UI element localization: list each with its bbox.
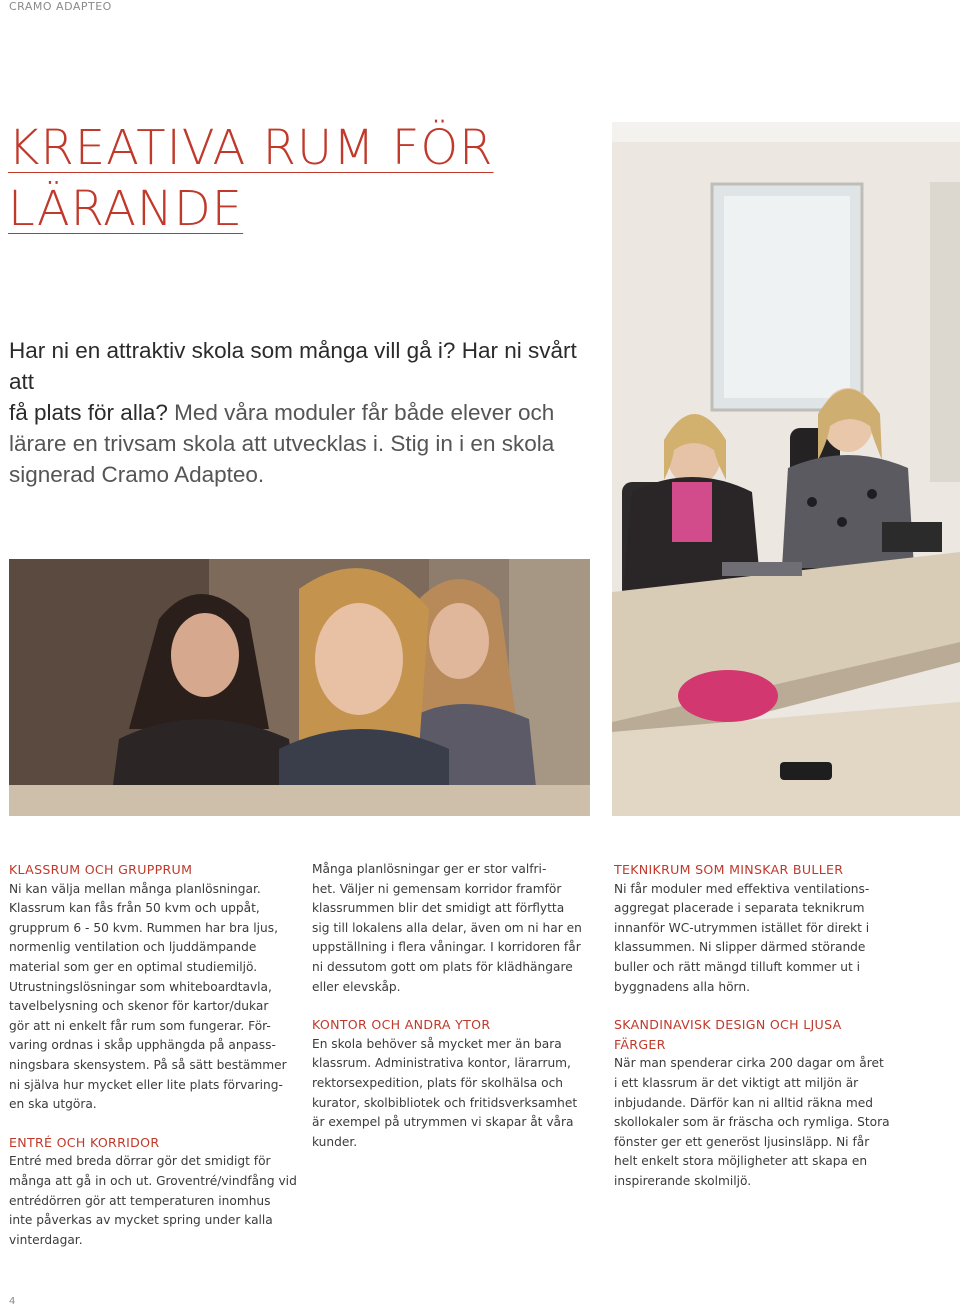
text-line: helt enkelt stora möjligheter att skapa en [614, 1154, 868, 1169]
text-line: innanför WC-utrymmen istället för direkt i [614, 920, 870, 935]
section-korridor-continued [312, 860, 602, 997]
text-line: fönster ger ett generöst ljusinsläpp. Ni får [614, 1134, 870, 1149]
text-line: grupprum 6 - 50 kvm. Rummen har bra ljus, [9, 920, 278, 935]
text-line: inte påverkas av mycket spring under kalla [9, 1213, 273, 1228]
lead-line-2a: få plats för alla? [9, 400, 168, 425]
text-line: varing ordnas i skåp upphängda på anpass- [9, 1038, 276, 1053]
text-line: klassrummen blir det smidigt att förflytta [312, 901, 565, 916]
text-line: entrédörren gör att temperaturen inomhus [9, 1193, 271, 1208]
text-line: Ni kan välja mellan många planlösningar. [9, 881, 261, 896]
text-line: ni själva hur mycket eller lite plats förvaring- [9, 1077, 283, 1092]
section-heading: KLASSRUM OCH GRUPPRUM [9, 862, 193, 877]
page-number: 4 [9, 1296, 16, 1307]
text-line: skollokaler som är fräscha och rymliga. Stora [614, 1115, 890, 1130]
section-heading: ENTRÉ OCH KORRIDOR [9, 1134, 160, 1150]
text-line: i ett klassrum är det viktigt att miljön är [614, 1075, 859, 1090]
title-line-1: KREATIVA RUM FÖR [8, 120, 494, 176]
text-line: tavelbelysning och skenor för kartor/dukar [9, 999, 269, 1014]
section-heading: TEKNIKRUM SOM MINSKAR BULLER [614, 862, 844, 877]
students-photo [9, 559, 590, 816]
text-line: eller elevskåp. [312, 979, 401, 994]
section-klassrum [9, 860, 299, 1115]
text-line: uppställning i flera våningar. I korridoren får [312, 940, 581, 955]
text-line: rektorsexpedition, plats för skolhälsa och [312, 1075, 564, 1090]
text-line: inbjudande. Därför kan ni alltid räkna med [614, 1095, 873, 1110]
text-line: byggnadens alla hörn. [614, 979, 750, 994]
lead-paragraph [9, 335, 599, 490]
text-line: många att gå in och ut. Groventré/vindfång vid [9, 1173, 297, 1188]
text-line: normenlig ventilation och ljuddämpande [9, 940, 257, 955]
text-line: het. Väljer ni gemensam korridor framför [312, 881, 562, 896]
text-line: en ska utgöra. [9, 1097, 97, 1112]
column-3 [614, 860, 904, 1210]
text-line: inspirerande skolmiljö. [614, 1173, 752, 1188]
page-title [8, 118, 608, 240]
text-line: aggregat placerade i separata teknikrum [614, 901, 865, 916]
section-heading-line-2: FÄRGER [614, 1036, 666, 1052]
text-line: gör att ni enkelt får rum som fungerar. För- [9, 1018, 271, 1033]
text-line: material som ger en optimal studiemiljö. [9, 959, 258, 974]
text-line: Ni får moduler med effektiva ventilations- [614, 881, 870, 896]
text-line: Entré med breda dörrar gör det smidigt för [9, 1154, 271, 1169]
section-body [9, 1152, 299, 1250]
text-line: En skola behöver så mycket mer än bara [312, 1036, 562, 1051]
lead-line-1: Har ni en attraktiv skola som många vill gå i? Har ni svårt att [9, 338, 577, 394]
text-line: kunder. [312, 1134, 358, 1149]
title-line-2: LÄRANDE [8, 181, 244, 237]
text-line: Många planlösningar ger er stor valfri- [312, 862, 547, 876]
text-line: ni dessutom gott om plats för klädhängare [312, 959, 573, 974]
column-2 [312, 860, 602, 1170]
section-body [614, 880, 904, 998]
lead-line-3: lärare en trivsam skola att utvecklas i. Stig in i en skola [9, 431, 555, 456]
text-line: buller och rätt mängd tilluft kommer ut i [614, 959, 861, 974]
text-line: klassummen. Ni slipper därmed störande [614, 940, 866, 955]
section-design [614, 1015, 904, 1191]
section-body [614, 1054, 904, 1191]
text-line: Utrustningslösningar som whiteboardtavla, [9, 979, 272, 994]
text-line: klassrum. Administrativa kontor, lärarrum, [312, 1056, 571, 1071]
section-body [312, 860, 602, 997]
column-1 [9, 860, 299, 1268]
section-body [9, 880, 299, 1115]
text-line: Klassrum kan fås från 50 kvm och uppåt, [9, 901, 260, 916]
brand-header: CRAMO ADAPTEO [9, 0, 112, 13]
text-line: ningsbara skensystem. På så sätt bestämmer [9, 1057, 287, 1072]
lead-line-2 [9, 397, 599, 428]
text-line: sig till lokalens alla delar, även om ni har en [312, 920, 582, 935]
text-line: kurator, skolbibliotek och fritidsverksamhet [312, 1095, 578, 1110]
section-entre [9, 1133, 299, 1251]
section-heading: KONTOR OCH ANDRA YTOR [312, 1017, 491, 1033]
section-teknikrum [614, 860, 904, 997]
section-heading-line-1: SKANDINAVISK DESIGN OCH LJUSA [614, 1017, 842, 1033]
section-body [312, 1035, 602, 1153]
text-line: När man spenderar cirka 200 dagar om året [614, 1056, 884, 1071]
lead-line-2b: Med våra moduler får både elever och [167, 400, 555, 425]
section-kontor [312, 1015, 602, 1152]
lead-line-4: signerad Cramo Adapteo. [9, 462, 265, 487]
text-line: är exempel på utrymmen vi skapar åt våra [312, 1115, 574, 1130]
text-line: vinterdagar. [9, 1232, 83, 1247]
classroom-photo [612, 122, 960, 816]
